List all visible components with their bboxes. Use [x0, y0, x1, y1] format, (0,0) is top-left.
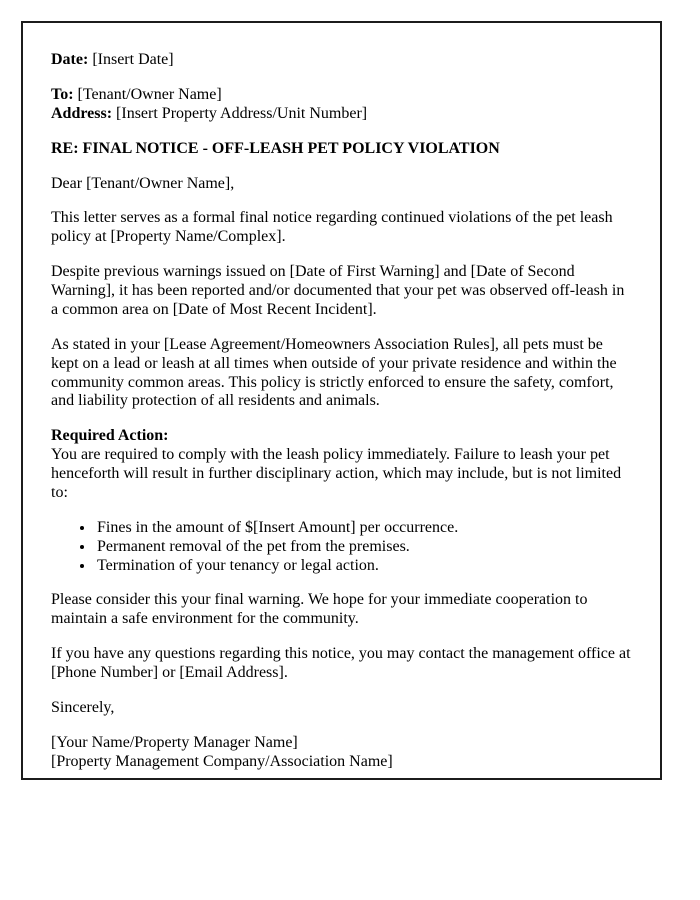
date-value: [Insert Date]: [92, 51, 174, 68]
required-action-block: [51, 427, 632, 503]
subject-line: RE: FINAL NOTICE - OFF-LEASH PET POLICY VIOLATION: [51, 139, 500, 157]
required-action-heading: Required Action:: [51, 427, 169, 445]
paragraph-final-warning: Please consider this your final warning. We hope for your immediate cooperation to maintain a safe environment for the community.: [51, 591, 588, 628]
paragraph-warnings: Despite previous warnings issued on [Date of First Warning] and [Date of Second Warning], it has been reported and/or documented that your pet was observed off-leash in a common area on [Date of Most Recent Incident].: [51, 263, 625, 318]
to-value: [Tenant/Owner Name]: [77, 85, 222, 103]
consequence-list: [51, 519, 632, 576]
to-label: To:: [51, 85, 74, 103]
date-label: Date:: [51, 51, 89, 68]
salutation: Dear [Tenant/Owner Name],: [51, 174, 235, 192]
signature-name: [Your Name/Property Manager Name]: [51, 733, 298, 751]
signature-company: [Property Management Company/Association Name]: [51, 752, 393, 770]
recipient-block: [51, 86, 632, 124]
paragraph-intro: This letter serves as a formal final notice regarding continued violations of the pet leash policy at [Property Name/Complex].: [51, 209, 613, 246]
address-label: Address:: [51, 104, 113, 122]
address-value: [Insert Property Address/Unit Number]: [116, 104, 368, 122]
required-action-body: You are required to comply with the leash policy immediately. Failure to leash your pet henceforth will result in further disciplinary action, which may include, but is not limited to:: [51, 446, 622, 501]
date-line: [51, 51, 632, 70]
paragraph-policy: As stated in your [Lease Agreement/Homeowners Association Rules], all pets must be kept on a lead or leash at all times when outside of your private residence and within the community common areas. This policy is strictly enforced to ensure the safety, comfort, and liability protection of all residents and animals.: [51, 335, 617, 410]
signature-block: [51, 734, 632, 772]
list-item-fines: • Fines in the amount of $[Insert Amount] per occurrence.: [95, 519, 632, 538]
signoff: Sincerely,: [51, 698, 115, 716]
paragraph-contact: If you have any questions regarding this notice, you may contact the management office at [Phone Number] or [Email Address].: [51, 645, 631, 681]
letter-document: [21, 21, 662, 780]
list-item-removal: • Permanent removal of the pet from the premises.: [95, 538, 632, 557]
list-item-termination: • Termination of your tenancy or legal action.: [95, 557, 632, 576]
